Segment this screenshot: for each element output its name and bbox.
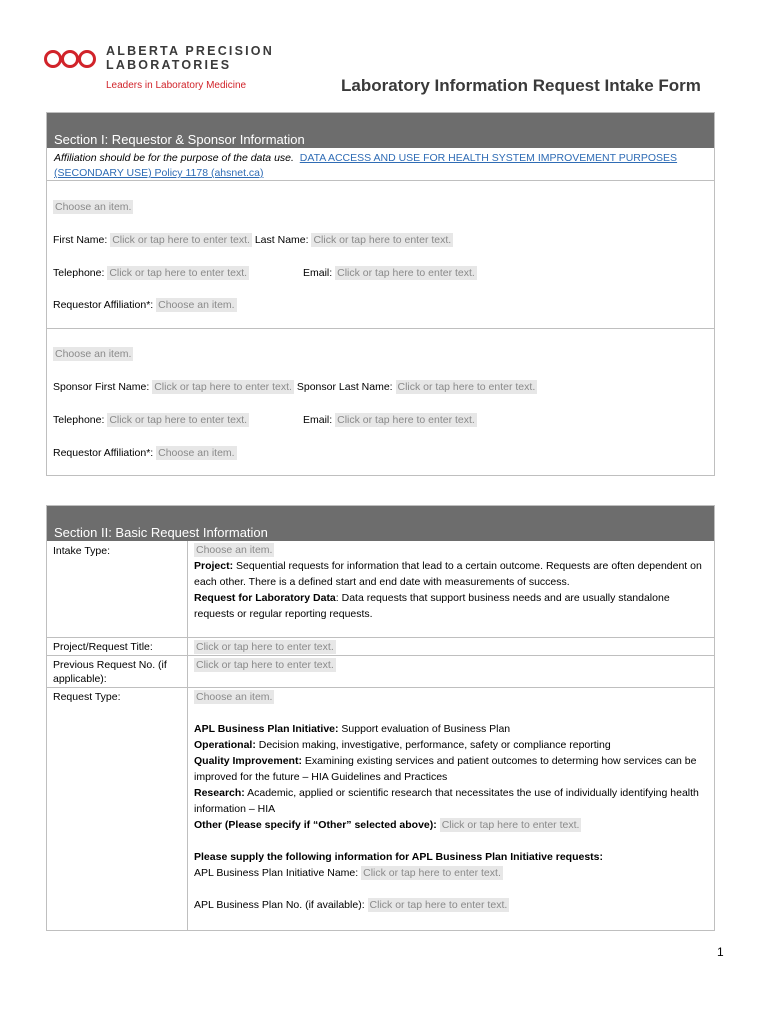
requestor-type-dropdown[interactable]: Choose an item. (55, 201, 132, 213)
intake-type-dropdown[interactable]: Choose an item. (196, 544, 273, 556)
org-name: ALBERTA PRECISION LABORATORIES (106, 44, 274, 72)
form-title: Laboratory Information Request Intake Form (341, 76, 701, 95)
sponsor-first-name-input[interactable]: Click or tap here to enter text. (154, 381, 292, 393)
previous-request-label: Previous Request No. (if applicable): (53, 659, 167, 685)
requestor-first-name-input[interactable]: Click or tap here to enter text. (112, 234, 250, 246)
section-2 (46, 505, 715, 931)
apl-plan-number-input[interactable]: Click or tap here to enter text. (369, 899, 508, 911)
requestor-last-name-input[interactable]: Click or tap here to enter text. (313, 234, 452, 246)
requestor-telephone-input[interactable]: Click or tap here to enter text. (109, 267, 248, 279)
policy-link[interactable]: DATA ACCESS AND USE FOR HEALTH SYSTEM IMPROVEMENT PURPOSES (SECONDARY USE) Policy 1178 (ahsnet.ca) (54, 152, 678, 179)
section-1-header: Section I: Requestor & Sponsor Information (47, 113, 714, 148)
sponsor-email-input[interactable]: Click or tap here to enter text. (337, 414, 475, 426)
request-type-label: Request Type: (53, 691, 121, 703)
section-1: Section I: Requestor & Sponsor Information Affiliation should be for the purpose of the data use. DATA ACCESS AND USE FOR HEALTH SYSTEM IMPROVEMENT PURPOSES (SECONDARY USE) Policy 1178 (ahsnet.ca) Choose an item. First Name: Click or tap here to enter text. Last Name: Click or tap here to enter text. Telephone: Click or tap here to enter text. Email: Click or tap here to enter text. Requestor Affiliation*: Choose an item. Choose an item. Sponsor First Name: Click or tap here to enter text. Sponsor Last Name: Click or tap here to enter text. Telephone: Click or tap here to enter text. Email: Click or tap here to enter text. Requestor Affiliation*: Choose an item. (46, 112, 715, 476)
request-type-block: Choose an item. APL Business Plan Initiative: Support evaluation of Business Plan Operational: Decision making, investigative, performance, safety or compliance reporting Quality Improvement: Examining existing services and patient outcomes to determing how services can be improved for the future – HIA Guidelines and Practices Research: Academic, applied or scientific research that necessitates the use of individually identifying health information – HIA Other (Please specify if “Other” selected above): Click or tap here to enter text. Please supply the following information for APL Business Plan Initiative requests: APL Business Plan Initiative Name: Click or tap here to enter text. APL Business Plan No. (if available): Click or tap here to enter text. (194, 691, 699, 911)
previous-request-input[interactable]: Click or tap here to enter text. (196, 659, 334, 671)
intake-type-block: Choose an item. Project: Sequential requests for information that lead to a certain outcome. Requests are often dependent on each other. There is a defined start and end date with measurements of success. Request for Laboratory Data: Data requests that support business needs and are usually standalone requests or regular reporting requests. (194, 544, 702, 620)
apl-initiative-name-input[interactable]: Click or tap here to enter text. (363, 867, 501, 879)
apl-logo-icon (44, 49, 96, 69)
other-specify-input[interactable]: Click or tap here to enter text. (441, 819, 580, 831)
requestor-affiliation-dropdown[interactable]: Choose an item. (158, 299, 235, 311)
sponsor-telephone-input[interactable]: Click or tap here to enter text. (109, 414, 248, 426)
request-title-input[interactable]: Click or tap here to enter text. (196, 641, 334, 653)
affiliation-note: Affiliation should be for the purpose of the data use. DATA ACCESS AND USE FOR HEALTH SYSTEM IMPROVEMENT PURPOSES (SECONDARY USE) Policy 1178 (ahsnet.ca) (54, 152, 678, 179)
title-label: Project/Request Title: (53, 641, 153, 653)
intake-type-label: Intake Type: (53, 545, 111, 557)
section-2-header: Section II: Basic Request Information (47, 506, 714, 541)
requestor-email-input[interactable]: Click or tap here to enter text. (337, 267, 475, 279)
sponsor-type-dropdown[interactable]: Choose an item. (55, 348, 132, 360)
page-number: 1 (717, 945, 724, 959)
org-tagline: Leaders in Laboratory Medicine (106, 80, 247, 91)
sponsor-affiliation-dropdown[interactable]: Choose an item. (158, 447, 235, 459)
request-type-dropdown[interactable]: Choose an item. (196, 691, 273, 703)
sponsor-last-name-input[interactable]: Click or tap here to enter text. (397, 381, 536, 393)
